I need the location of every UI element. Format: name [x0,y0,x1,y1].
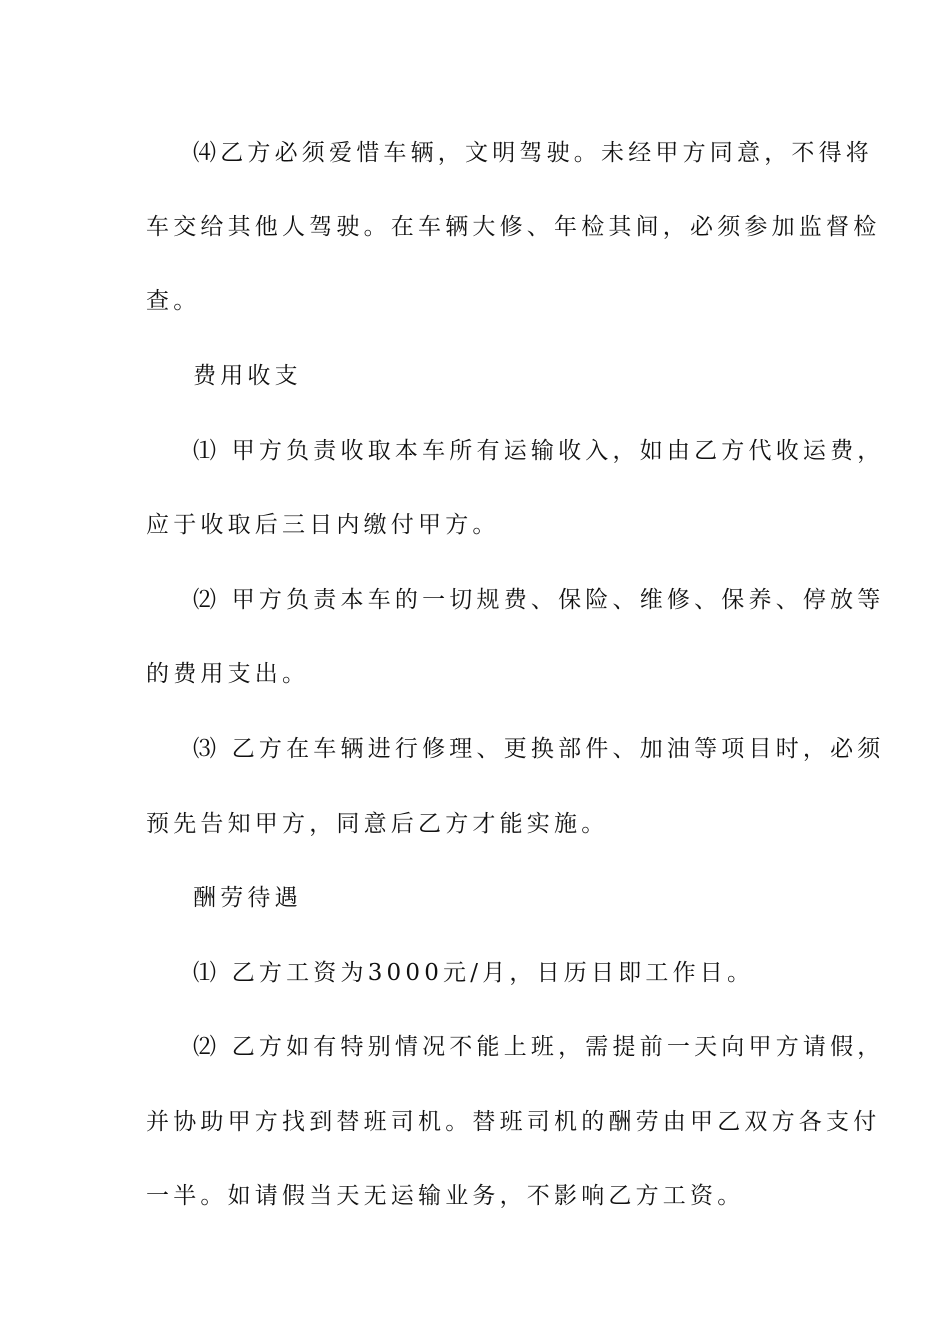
paragraph-line: 查。 [146,288,201,314]
section-heading: 费用收支 [193,363,302,389]
paragraph-line: 预先告知甲方，同意后乙方才能实施。 [146,811,609,837]
paragraph-line: 并协助甲方找到替班司机。替班司机的酬劳由甲乙双方各支付 [146,1109,881,1135]
paragraph-line: 一半。如请假当天无运输业务，不影响乙方工资。 [146,1183,745,1209]
paragraph-line: 应于收取后三日内缴付甲方。 [146,512,500,538]
paragraph-line: ⑶ 乙方在车辆进行修理、更换部件、加油等项目时，必须 [193,736,885,762]
paragraph-line: ⑷乙方必须爱惜车辆，文明驾驶。未经甲方同意，不得将 [193,140,873,166]
section-heading: 酬劳待遇 [193,885,302,911]
paragraph-line: 的费用支出。 [146,661,310,687]
paragraph-line: ⑵ 乙方如有特别情况不能上班，需提前一天向甲方请假， [193,1034,885,1060]
paragraph-line: 车交给其他人驾驶。在车辆大修、年检其间，必须参加监督检 [146,214,881,240]
paragraph-line: ⑴ 乙方工资为3000元/月，日历日即工作日。 [193,960,755,986]
paragraph-line: ⑵ 甲方负责本车的一切规费、保险、维修、保养、停放等 [193,587,885,613]
paragraph-line: ⑴ 甲方负责收取本车所有运输收入，如由乙方代收运费， [193,438,885,464]
